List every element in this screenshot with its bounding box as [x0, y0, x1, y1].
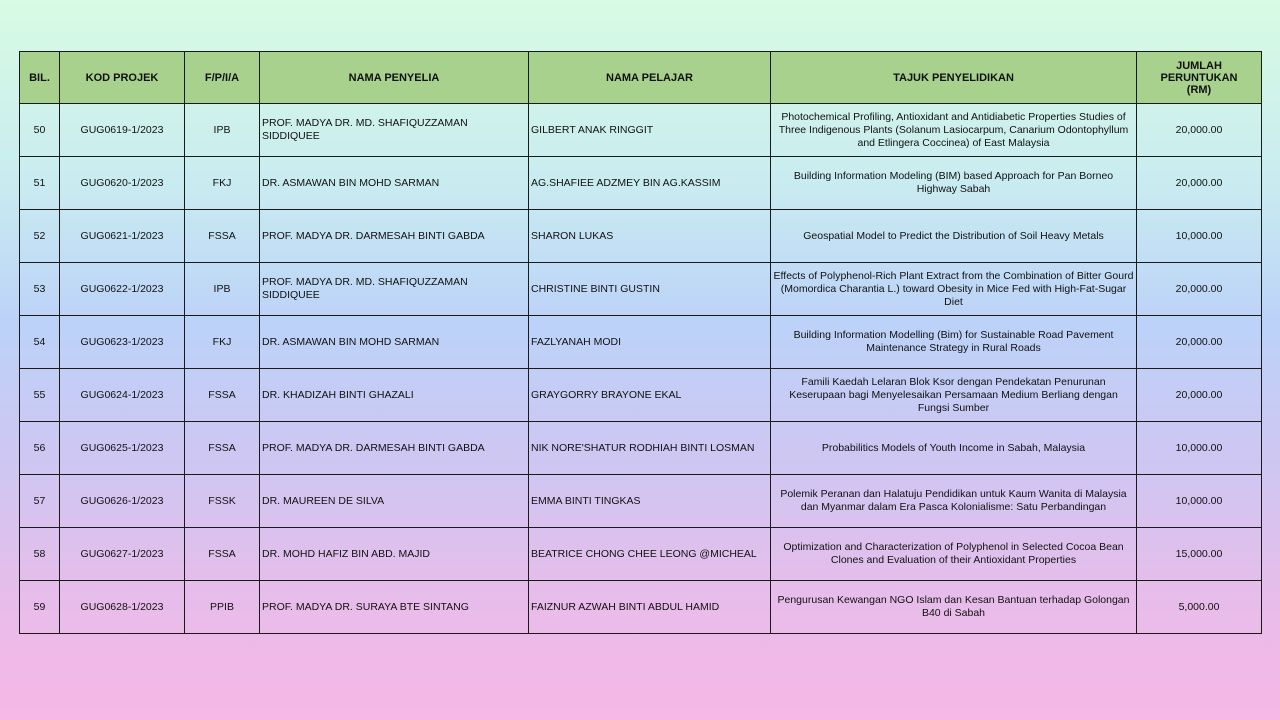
cell-tajuk: Effects of Polyphenol-Rich Plant Extract from the Combination of Bitter Gourd (Momordica Charantia L.) toward Obesity in Mice Fed with High-Fat-Sugar Diet [771, 263, 1137, 316]
table-row [20, 528, 1262, 581]
cell-tajuk: Probabilitics Models of Youth Income in Sabah, Malaysia [771, 422, 1137, 475]
cell-fpia: FSSA [185, 210, 260, 263]
header-jumlah-peruntukan: JUMLAH PERUNTUKAN (RM) [1137, 52, 1262, 104]
cell-nama-pelajar: EMMA BINTI TINGKAS [529, 475, 771, 528]
cell-tajuk: Famili Kaedah Lelaran Blok Ksor dengan Pendekatan Penurunan Keserupaan bagi Menyelesaikan Persamaan Medium Berliang dengan Fungsi Sumber [771, 369, 1137, 422]
table-row [20, 475, 1262, 528]
cell-tajuk: Building Information Modelling (Bim) for Sustainable Road Pavement Maintenance Strategy in Rural Roads [771, 316, 1137, 369]
cell-nama-pelajar: AG.SHAFIEE ADZMEY BIN AG.KASSIM [529, 157, 771, 210]
cell-jumlah: 10,000.00 [1137, 210, 1262, 263]
header-nama-pelajar: NAMA PELAJAR [529, 52, 771, 104]
cell-jumlah: 10,000.00 [1137, 475, 1262, 528]
cell-jumlah: 20,000.00 [1137, 104, 1262, 157]
header-tajuk-penyelidikan: TAJUK PENYELIDIKAN [771, 52, 1137, 104]
cell-kod-projek: GUG0620-1/2023 [60, 157, 185, 210]
cell-nama-penyelia: PROF. MADYA DR. MD. SHAFIQUZZAMAN SIDDIQUEE [260, 104, 529, 157]
cell-fpia: FKJ [185, 316, 260, 369]
cell-tajuk: Photochemical Profiling, Antioxidant and Antidiabetic Properties Studies of Three Indigenous Plants (Solanum Lasiocarpum, Canarium Odontophyllum and Etlingera Coccinea) of East Malaysia [771, 104, 1137, 157]
cell-tajuk: Geospatial Model to Predict the Distribution of Soil Heavy Metals [771, 210, 1137, 263]
cell-fpia: FSSK [185, 475, 260, 528]
cell-kod-projek: GUG0628-1/2023 [60, 581, 185, 634]
cell-bil: 56 [20, 422, 60, 475]
header-bil: BIL. [20, 52, 60, 104]
cell-bil: 59 [20, 581, 60, 634]
cell-kod-projek: GUG0625-1/2023 [60, 422, 185, 475]
cell-nama-pelajar: CHRISTINE BINTI GUSTIN [529, 263, 771, 316]
cell-kod-projek: GUG0619-1/2023 [60, 104, 185, 157]
cell-tajuk: Polemik Peranan dan Halatuju Pendidikan untuk Kaum Wanita di Malaysia dan Myanmar dalam Era Pasca Kolonialisme: Satu Perbandingan [771, 475, 1137, 528]
cell-jumlah: 20,000.00 [1137, 316, 1262, 369]
header-nama-penyelia: NAMA PENYELIA [260, 52, 529, 104]
cell-jumlah: 20,000.00 [1137, 369, 1262, 422]
cell-kod-projek: GUG0622-1/2023 [60, 263, 185, 316]
cell-bil: 53 [20, 263, 60, 316]
cell-tajuk: Building Information Modeling (BIM) based Approach for Pan Borneo Highway Sabah [771, 157, 1137, 210]
cell-nama-penyelia: PROF. MADYA DR. DARMESAH BINTI GABDA [260, 210, 529, 263]
cell-fpia: IPB [185, 104, 260, 157]
cell-jumlah: 20,000.00 [1137, 263, 1262, 316]
cell-nama-penyelia: PROF. MADYA DR. SURAYA BTE SINTANG [260, 581, 529, 634]
cell-nama-penyelia: PROF. MADYA DR. DARMESAH BINTI GABDA [260, 422, 529, 475]
cell-kod-projek: GUG0627-1/2023 [60, 528, 185, 581]
cell-kod-projek: GUG0621-1/2023 [60, 210, 185, 263]
cell-fpia: FKJ [185, 157, 260, 210]
cell-bil: 55 [20, 369, 60, 422]
cell-fpia: FSSA [185, 369, 260, 422]
cell-nama-penyelia: DR. KHADIZAH BINTI GHAZALI [260, 369, 529, 422]
grant-table [19, 51, 1262, 634]
cell-nama-penyelia: DR. ASMAWAN BIN MOHD SARMAN [260, 316, 529, 369]
table-row [20, 369, 1262, 422]
cell-fpia: PPIB [185, 581, 260, 634]
table-row [20, 581, 1262, 634]
cell-jumlah: 5,000.00 [1137, 581, 1262, 634]
cell-fpia: IPB [185, 263, 260, 316]
cell-kod-projek: GUG0626-1/2023 [60, 475, 185, 528]
header-fpia: F/P/I/A [185, 52, 260, 104]
cell-bil: 51 [20, 157, 60, 210]
table-row [20, 263, 1262, 316]
table-row [20, 316, 1262, 369]
cell-jumlah: 10,000.00 [1137, 422, 1262, 475]
cell-kod-projek: GUG0624-1/2023 [60, 369, 185, 422]
cell-nama-penyelia: DR. MAUREEN DE SILVA [260, 475, 529, 528]
cell-nama-penyelia: DR. ASMAWAN BIN MOHD SARMAN [260, 157, 529, 210]
cell-bil: 57 [20, 475, 60, 528]
cell-fpia: FSSA [185, 422, 260, 475]
table-row [20, 104, 1262, 157]
cell-nama-penyelia: PROF. MADYA DR. MD. SHAFIQUZZAMAN SIDDIQUEE [260, 263, 529, 316]
cell-nama-pelajar: GRAYGORRY BRAYONE EKAL [529, 369, 771, 422]
table-row [20, 210, 1262, 263]
cell-bil: 58 [20, 528, 60, 581]
cell-tajuk: Pengurusan Kewangan NGO Islam dan Kesan Bantuan terhadap Golongan B40 di Sabah [771, 581, 1137, 634]
cell-tajuk: Optimization and Characterization of Polyphenol in Selected Cocoa Bean Clones and Evaluation of their Antioxidant Properties [771, 528, 1137, 581]
header-row [20, 52, 1262, 104]
cell-bil: 50 [20, 104, 60, 157]
cell-nama-pelajar: BEATRICE CHONG CHEE LEONG @MICHEAL [529, 528, 771, 581]
cell-nama-pelajar: SHARON LUKAS [529, 210, 771, 263]
cell-bil: 54 [20, 316, 60, 369]
table-row [20, 157, 1262, 210]
cell-fpia: FSSA [185, 528, 260, 581]
table-row [20, 422, 1262, 475]
cell-nama-pelajar: NIK NORE'SHATUR RODHIAH BINTI LOSMAN [529, 422, 771, 475]
cell-nama-pelajar: FAIZNUR AZWAH BINTI ABDUL HAMID [529, 581, 771, 634]
header-kod-projek: KOD PROJEK [60, 52, 185, 104]
cell-jumlah: 15,000.00 [1137, 528, 1262, 581]
cell-bil: 52 [20, 210, 60, 263]
cell-nama-penyelia: DR. MOHD HAFIZ BIN ABD. MAJID [260, 528, 529, 581]
cell-jumlah: 20,000.00 [1137, 157, 1262, 210]
cell-kod-projek: GUG0623-1/2023 [60, 316, 185, 369]
cell-nama-pelajar: FAZLYANAH MODI [529, 316, 771, 369]
cell-nama-pelajar: GILBERT ANAK RINGGIT [529, 104, 771, 157]
